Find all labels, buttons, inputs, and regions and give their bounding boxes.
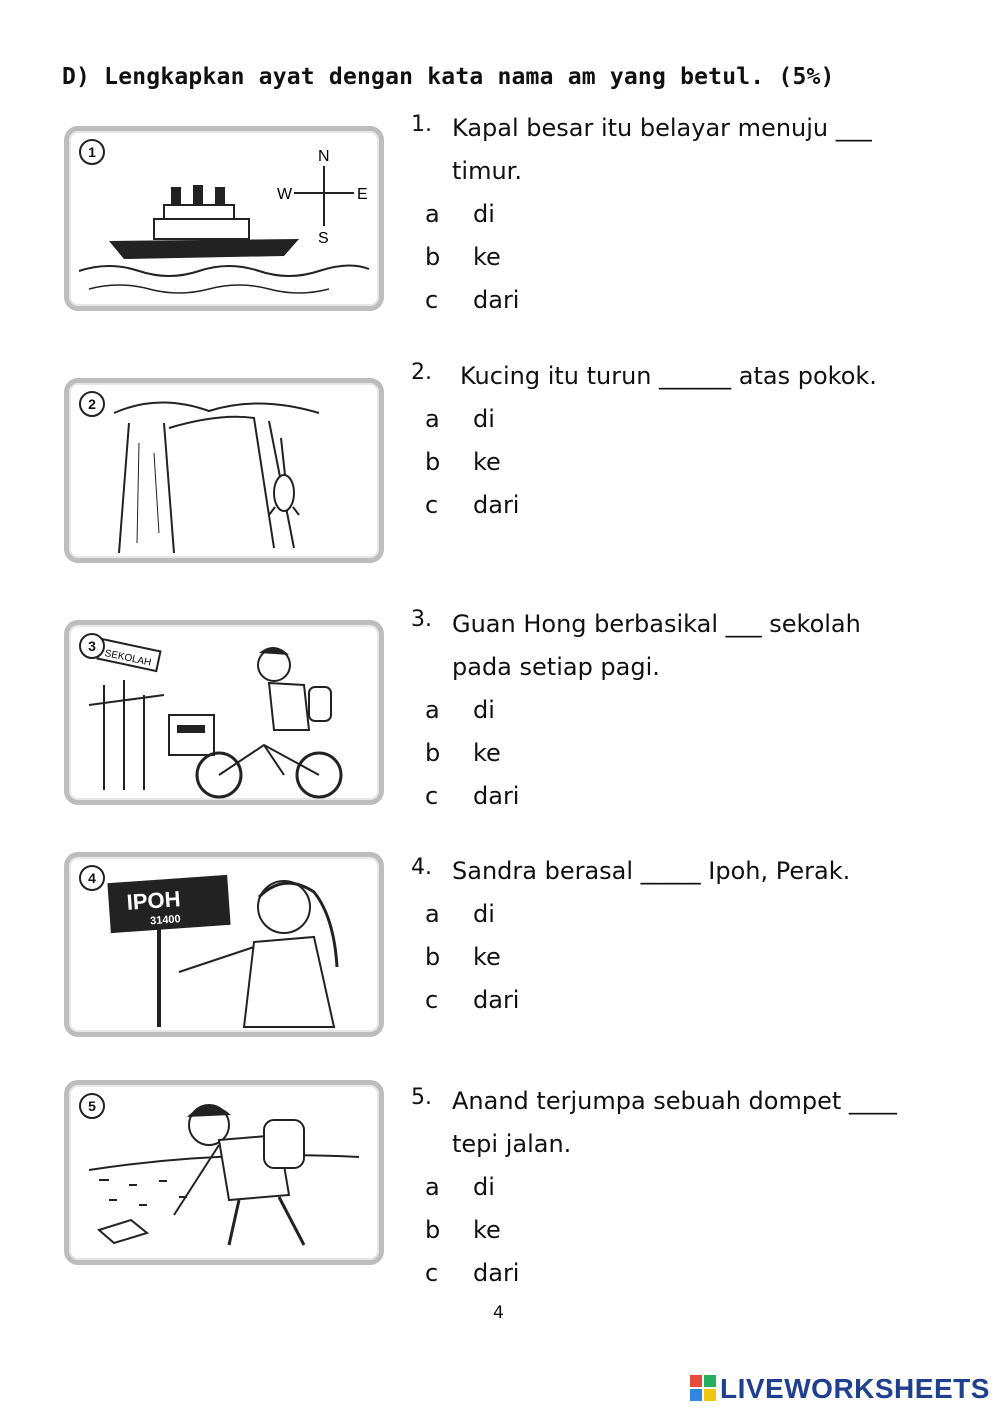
option-text: dari [473, 782, 520, 810]
question-number: 5. [411, 1085, 432, 1110]
option-text: di [473, 200, 495, 228]
picture-number-badge: 5 [79, 1093, 105, 1119]
ipoh-sign-illustration [69, 857, 379, 1032]
option-text: dari [473, 986, 520, 1014]
option-text: dari [473, 491, 520, 519]
question-number: 3. [411, 607, 432, 632]
option-letter: c [425, 1259, 439, 1287]
liveworksheets-icon [690, 1375, 716, 1401]
school-sign-text: SEKOLAH [103, 648, 153, 669]
option-text: ke [473, 448, 501, 476]
wallet-illustration [69, 1085, 379, 1260]
ipoh-sign-picture [64, 852, 384, 1037]
cat-tree-picture [64, 378, 384, 563]
compass-w: W [277, 186, 293, 203]
city-sign-text: IPOH [125, 886, 182, 915]
liveworksheets-logo[interactable] [690, 1373, 990, 1405]
option-text: di [473, 900, 495, 928]
option-letter: c [425, 491, 439, 519]
question-line: Guan Hong berbasikal ___ sekolah [452, 610, 861, 638]
compass-s: S [318, 230, 329, 247]
question-line: Kucing itu turun ______ atas pokok. [460, 362, 877, 390]
question-number: 4. [411, 855, 432, 880]
compass-n: N [318, 148, 330, 165]
option-text: dari [473, 1259, 520, 1287]
option-letter: a [425, 405, 440, 433]
page-number: 4 [493, 1303, 504, 1323]
option-letter: b [425, 243, 441, 271]
brand-text: LIVEWORKSHEETS [720, 1373, 990, 1404]
option-text: ke [473, 1216, 501, 1244]
picture-number-badge: 3 [79, 633, 105, 659]
option-letter: c [425, 986, 439, 1014]
option-letter: c [425, 286, 439, 314]
option-letter: c [425, 782, 439, 810]
picture-number-badge: 4 [79, 865, 105, 891]
question-line: Anand terjumpa sebuah dompet ____ [452, 1087, 897, 1115]
option-text: ke [473, 943, 501, 971]
question-number: 1. [411, 112, 432, 137]
option-text: dari [473, 286, 520, 314]
option-letter: b [425, 448, 441, 476]
picture-number-badge: 2 [79, 391, 105, 417]
option-text: di [473, 1173, 495, 1201]
question-line: timur. [452, 157, 522, 185]
ship-illustration [69, 131, 379, 306]
option-letter: b [425, 1216, 441, 1244]
picture-number-badge: 1 [79, 139, 105, 165]
worksheet-heading: D) Lengkapkan ayat dengan kata nama am yang betul. (5%) [62, 64, 835, 90]
question-line: pada setiap pagi. [452, 653, 660, 681]
question-line: Kapal besar itu belayar menuju ___ [452, 114, 872, 142]
option-letter: a [425, 200, 440, 228]
compass-e: E [357, 186, 368, 203]
ship-picture [64, 126, 384, 311]
bicycle-school-picture [64, 620, 384, 805]
option-letter: a [425, 900, 440, 928]
option-text: ke [473, 243, 501, 271]
option-letter: b [425, 943, 441, 971]
option-letter: a [425, 696, 440, 724]
option-text: di [473, 405, 495, 433]
question-number: 2. [411, 360, 432, 385]
option-text: di [473, 696, 495, 724]
bicycle-school-illustration [69, 625, 379, 800]
option-letter: b [425, 739, 441, 767]
question-line: tepi jalan. [452, 1130, 572, 1158]
option-letter: a [425, 1173, 440, 1201]
option-text: ke [473, 739, 501, 767]
postcode-text: 31400 [149, 913, 182, 928]
cat-tree-illustration [69, 383, 379, 558]
wallet-picture [64, 1080, 384, 1265]
question-line: Sandra berasal _____ Ipoh, Perak. [452, 857, 851, 885]
